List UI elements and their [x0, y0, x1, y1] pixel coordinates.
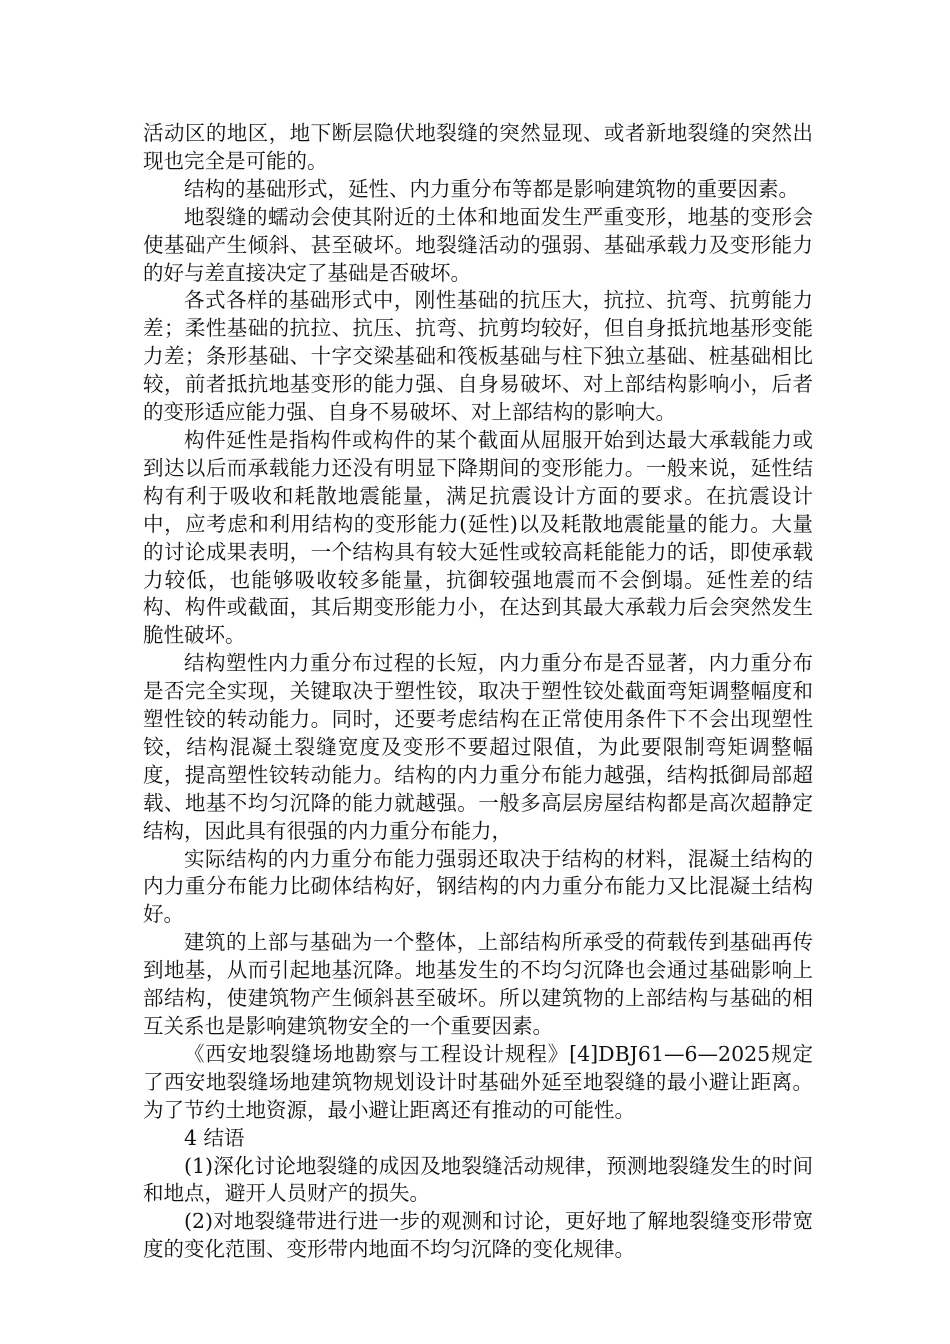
paragraph-material-redistribution: 实际结构的内力重分布能力强弱还取决于结构的材料，混凝土结构的内力重分布能力比砌体结构好，钢结构的内力重分布能力又比混凝土结构好。: [143, 846, 813, 927]
paragraph-ductility: 构件延性是指构件或构件的某个截面从屈服开始到达最大承载能力或到达以后而承载能力还没有明显下降期间的变形能力。一般来说，延性结构有利于吸收和耗散地震能量，满足抗震设计方面的要求。在抗震设计中，应考虑和利用结构的变形能力(延性)以及耗散地震能量的能力。大量的讨论成果表明，一个结构具有较大延性或较高耗能能力的话，即使承载力较低，也能够吸收较多能量，抗御较强地震而不会倒塌。延性差的结构、构件或截面，其后期变形能力小，在达到其最大承载力后会突然发生脆性破坏。: [143, 427, 813, 648]
paragraph-creep-deformation: 地裂缝的蠕动会使其附近的土体和地面发生严重变形，地基的变形会使基础产生倾斜、甚至破坏。地裂缝活动的强弱、基础承载力及变形能力的好与差直接决定了基础是否破坏。: [143, 204, 813, 285]
paragraph-superstructure-foundation: 建筑的上部与基础为一个整体，上部结构所承受的荷载传到基础再传到地基，从而引起地基沉降。地基发生的不均匀沉降也会通过基础影响上部结构，使建筑物产生倾斜甚至破坏。所以建筑物的上部结构与基础的相互关系也是影响建筑物安全的一个重要因素。: [143, 930, 813, 1038]
conclusion-item-1: (1)深化讨论地裂缝的成因及地裂缝活动规律，预测地裂缝发生的时间和地点，避开人员财产的损失。: [143, 1153, 813, 1206]
paragraph-plastic-redistribution: 结构塑性内力重分布过程的长短，内力重分布是否显著，内力重分布是否完全实现，关键取决于塑性铰，取决于塑性铰处截面弯矩调整幅度和塑性铰的转动能力。同时，还要考虑结构在正常使用条件下不会出现塑性铰，结构混凝土裂缝宽度及变形不要超过限值，为此要限制弯矩调整幅度，提高塑性铰转动能力。结构的内力重分布能力越强，结构抵御局部超载、地基不均匀沉降的能力就越强。一般多高层房屋结构都是高次超静定结构，因此具有很强的内力重分布能力，: [143, 651, 813, 843]
paragraph-foundation-factors: 结构的基础形式，延性、内力重分布等都是影响建筑物的重要因素。: [184, 176, 799, 201]
paragraph-regulation: 《西安地裂缝场地勘察与工程设计规程》[4]DBJ61—6—2025规定了西安地裂缝场地建筑物规划设计时基础外延至地裂缝的最小避让距离。为了节约土地资源，最小避让距离还有推动的可能性。: [143, 1041, 813, 1122]
document-body: [143, 120, 813, 1264]
section-heading-conclusion: 4 结语: [184, 1125, 245, 1150]
paragraph-continuation: 活动区的地区，地下断层隐伏地裂缝的突然显现、或者新地裂缝的突然出现也完全是可能的。: [143, 121, 813, 173]
conclusion-item-2: (2)对地裂缝带进行进一步的观测和讨论，更好地了解地裂缝变形带宽度的变化范围、变形带内地面不均匀沉降的变化规律。: [143, 1209, 813, 1262]
paragraph-foundation-types: 各式各样的基础形式中，刚性基础的抗压大，抗拉、抗弯、抗剪能力差；柔性基础的抗拉、抗压、抗弯、抗剪均较好，但自身抵抗地基形变能力差；条形基础、十字交梁基础和筏板基础与柱下独立基础、桩基础相比较，前者抵抗地基变形的能力强、自身易破坏、对上部结构影响小，后者的变形适应能力强、自身不易破坏、对上部结构的影响大。: [143, 288, 813, 425]
